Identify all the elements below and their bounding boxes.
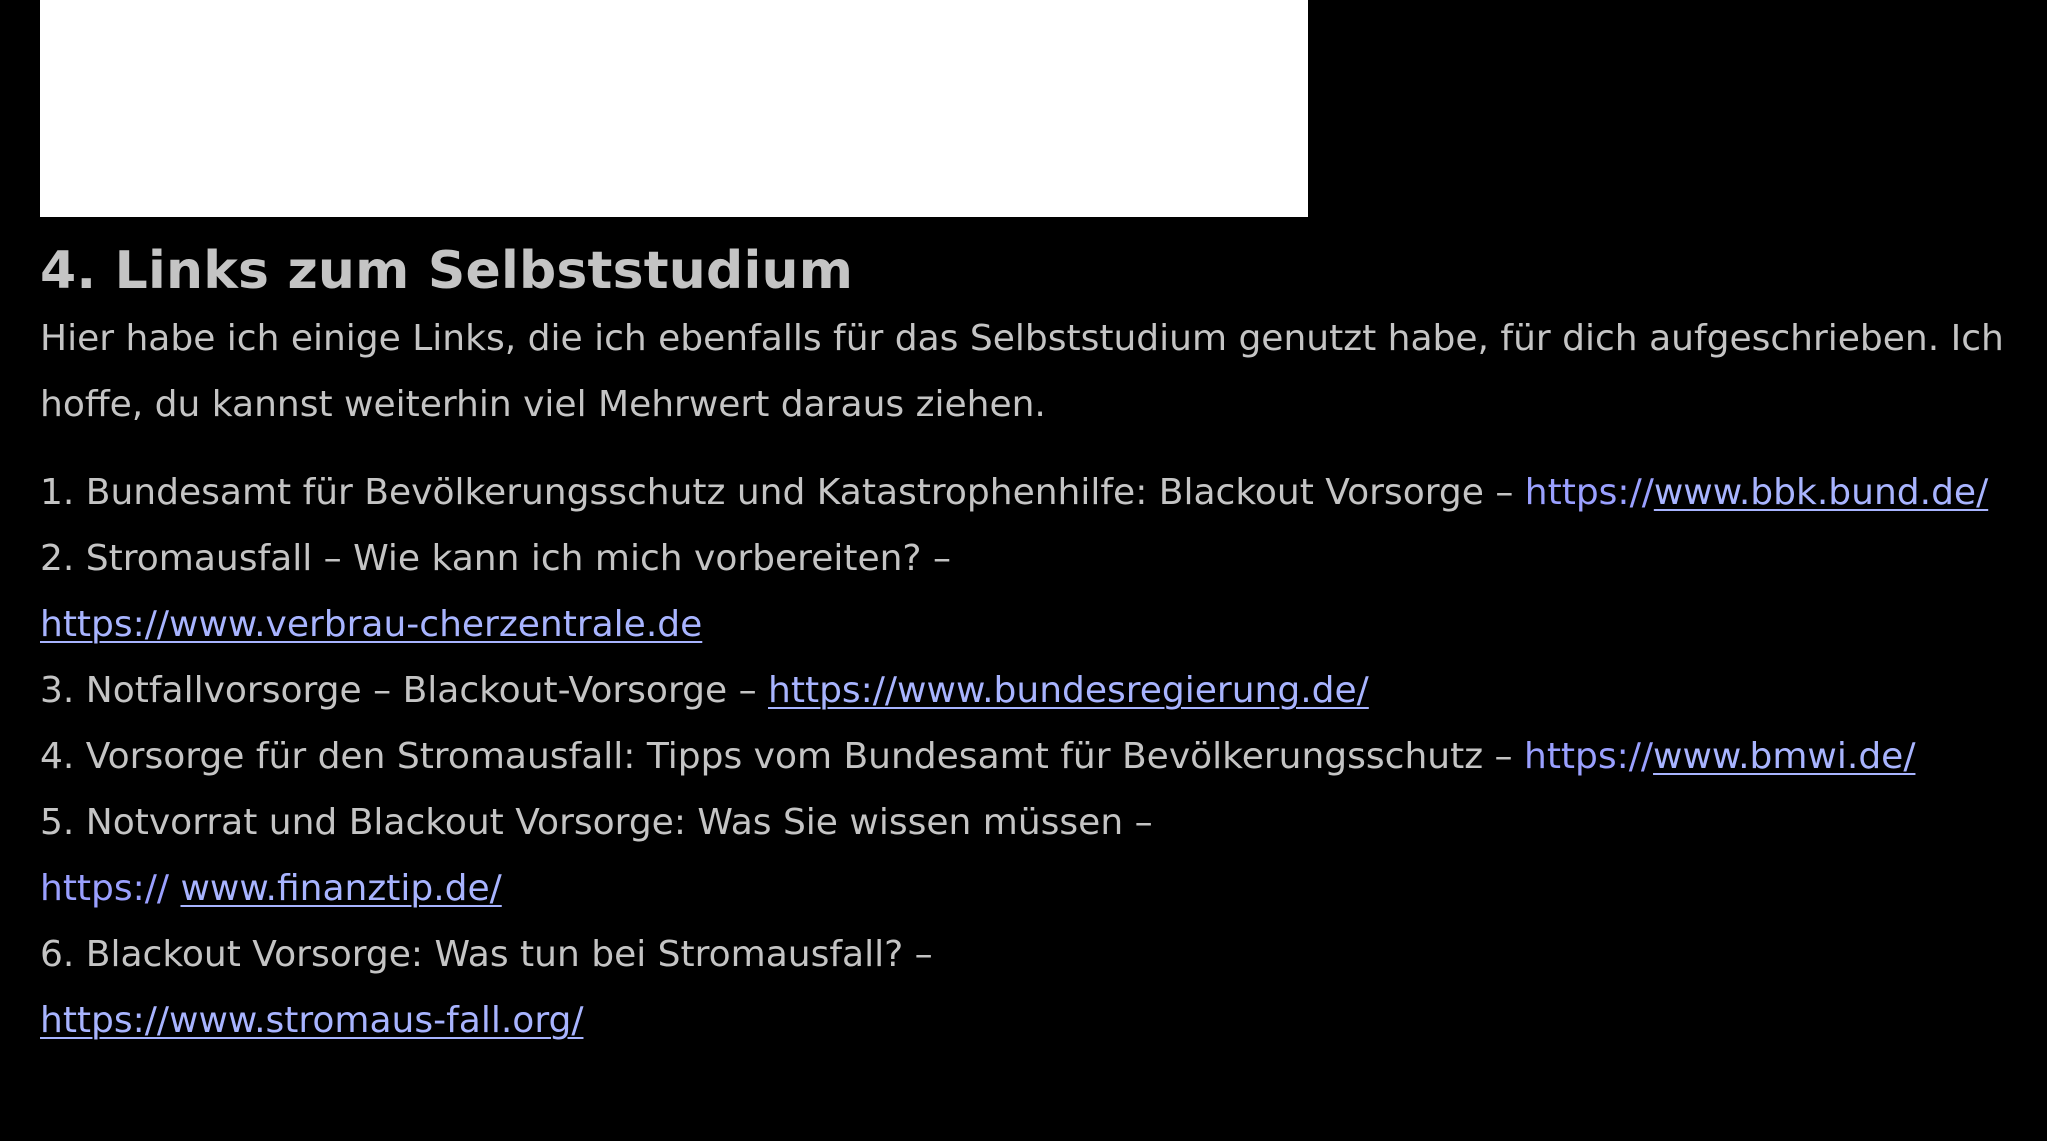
- link-bbk[interactable]: www.bbk.bund.de/: [1653, 472, 1989, 513]
- links-list: [40, 460, 2030, 1054]
- list-item-2-link-line: [40, 592, 2030, 658]
- url-protocol: https://: [40, 868, 181, 909]
- list-item-5: [40, 790, 2030, 856]
- list-item-text: 4. Vorsorge für den Stromausfall: Tipps vom Bundesamt für Bevölkerungsschutz –: [40, 736, 1524, 777]
- url-protocol: https://: [1524, 472, 1654, 513]
- section-heading: 4. Links zum Selbststudium: [40, 241, 854, 301]
- list-item-6: [40, 922, 2030, 988]
- link-bmwi[interactable]: www.bmwi.de/: [1653, 736, 1916, 777]
- list-item-1: [40, 460, 2030, 526]
- list-item-4: [40, 724, 2030, 790]
- list-item-3: [40, 658, 2030, 724]
- list-item-text: 5. Notvorrat und Blackout Vorsorge: Was Sie wissen müssen –: [40, 802, 1153, 843]
- list-item-text: 6. Blackout Vorsorge: Was tun bei Stromausfall? –: [40, 934, 933, 975]
- intro-paragraph: [40, 306, 2030, 438]
- url-protocol: https://: [1524, 736, 1654, 777]
- link-finanztip[interactable]: www.finanztip.de/: [180, 868, 502, 909]
- content-image: [40, 0, 1308, 217]
- link-stromausfall[interactable]: https://www.stromaus-fall.org/: [40, 1000, 584, 1041]
- intro-line-1: Hier habe ich einige Links, die ich ebenfalls für das Selbststudium genutzt habe, für dich aufgeschrieben. Ich: [40, 318, 2004, 359]
- list-item-text: 3. Notfallvorsorge – Blackout-Vorsorge –: [40, 670, 769, 711]
- list-item-6-link-line: [40, 988, 2030, 1054]
- list-item-text: 1. Bundesamt für Bevölkerungsschutz und Katastrophenhilfe: Blackout Vorsorge –: [40, 472, 1525, 513]
- link-verbraucherzentrale[interactable]: https://www.verbrau-cherzentrale.de: [40, 604, 703, 645]
- article-section: [40, 236, 2030, 1054]
- list-item-5-link-line: [40, 856, 2030, 922]
- link-bundesregierung[interactable]: https://www.bundesregierung.de/: [768, 670, 1369, 711]
- list-item-text: 2. Stromausfall – Wie kann ich mich vorbereiten? –: [40, 538, 951, 579]
- list-item-2: [40, 526, 2030, 592]
- intro-line-2: hoffe, du kannst weiterhin viel Mehrwert daraus ziehen.: [40, 384, 1046, 425]
